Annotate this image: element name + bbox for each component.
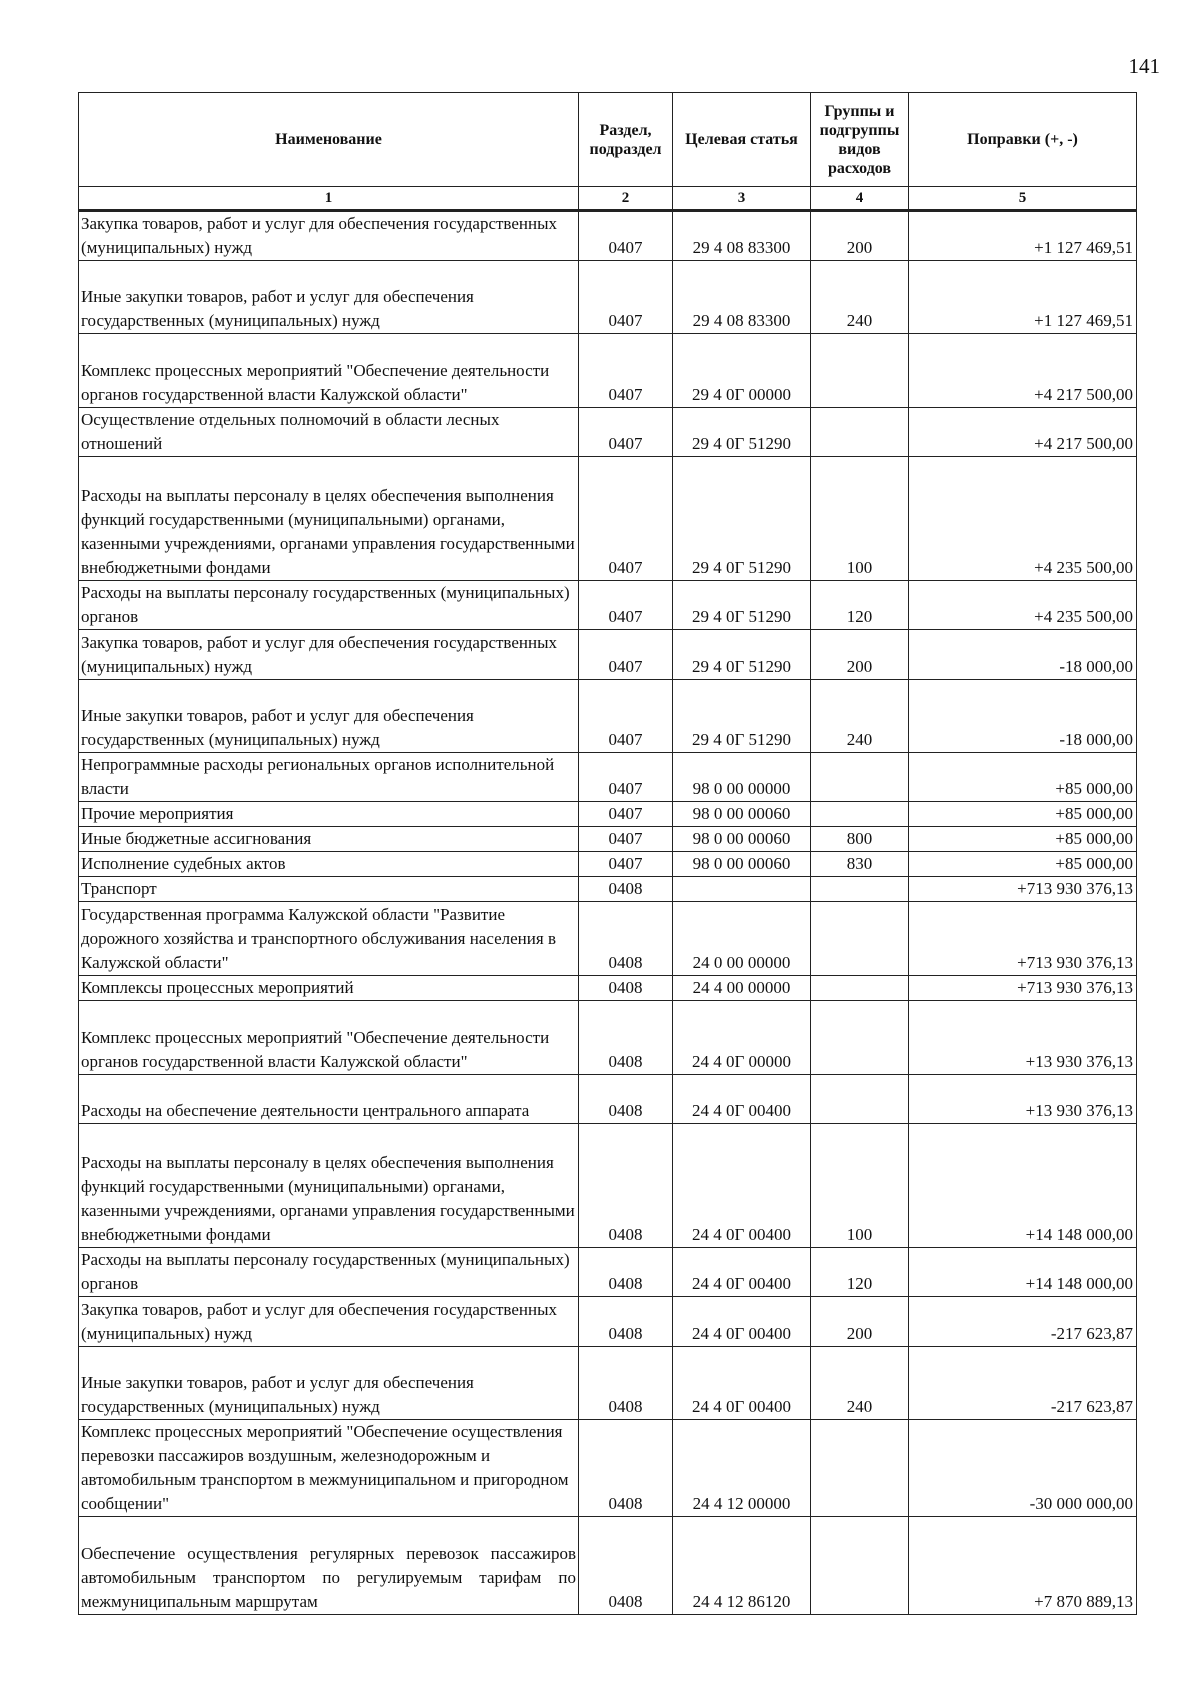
row-amount: +713 930 376,13 — [909, 976, 1137, 1001]
row-target: 29 4 0Г 51290 — [673, 581, 811, 630]
row-section: 0407 — [579, 334, 673, 408]
row-amount: +85 000,00 — [909, 827, 1137, 852]
row-name: Расходы на выплаты персоналу в целях обеспечения выполнения функций государственными (муниципальными) органами, казенными учреждениями, органами управления государственными внебюджетными фондами — [79, 1124, 579, 1248]
table-row — [79, 1517, 1137, 1615]
row-group: 200 — [811, 630, 909, 680]
row-amount: +4 217 500,00 — [909, 334, 1137, 408]
row-section: 0408 — [579, 1420, 673, 1517]
table-row — [79, 802, 1137, 827]
row-target: 29 4 0Г 51290 — [673, 630, 811, 680]
table-row — [79, 408, 1137, 457]
budget-amendments-table — [78, 92, 1137, 1615]
row-name: Государственная программа Калужской области "Развитие дорожного хозяйства и транспортного обслуживания населения в Калужской области" — [79, 902, 579, 976]
row-amount: -30 000 000,00 — [909, 1420, 1137, 1517]
row-group — [811, 334, 909, 408]
row-name: Закупка товаров, работ и услуг для обеспечения государственных (муниципальных) нужд — [79, 1297, 579, 1347]
row-name: Прочие мероприятия — [79, 802, 579, 827]
row-target — [673, 877, 811, 902]
table-row — [79, 457, 1137, 581]
row-section: 0407 — [579, 802, 673, 827]
row-name: Расходы на выплаты персоналу государственных (муниципальных) органов — [79, 581, 579, 630]
row-name: Непрограммные расходы региональных органов исполнительной власти — [79, 753, 579, 802]
table-row — [79, 1347, 1137, 1420]
row-section: 0407 — [579, 581, 673, 630]
table-row — [79, 1124, 1137, 1248]
column-number: 4 — [811, 187, 909, 211]
row-section: 0407 — [579, 261, 673, 334]
row-group: 120 — [811, 581, 909, 630]
row-amount: +4 235 500,00 — [909, 457, 1137, 581]
row-name: Транспорт — [79, 877, 579, 902]
row-section: 0407 — [579, 211, 673, 261]
row-target: 24 4 12 00000 — [673, 1420, 811, 1517]
row-group — [811, 1001, 909, 1075]
row-name: Иные бюджетные ассигнования — [79, 827, 579, 852]
row-target: 24 4 0Г 00400 — [673, 1248, 811, 1297]
row-target: 24 4 0Г 00400 — [673, 1297, 811, 1347]
table-row — [79, 680, 1137, 753]
row-amount: +1 127 469,51 — [909, 261, 1137, 334]
row-section: 0407 — [579, 408, 673, 457]
table-row — [79, 827, 1137, 852]
row-group — [811, 408, 909, 457]
row-section: 0408 — [579, 1001, 673, 1075]
row-name: Расходы на обеспечение деятельности центрального аппарата — [79, 1075, 579, 1124]
table-row — [79, 630, 1137, 680]
table-row — [79, 1420, 1137, 1517]
row-group — [811, 877, 909, 902]
table-row — [79, 976, 1137, 1001]
row-group — [811, 753, 909, 802]
row-section: 0407 — [579, 852, 673, 877]
row-group: 200 — [811, 211, 909, 261]
row-target: 24 4 00 00000 — [673, 976, 811, 1001]
row-amount: -18 000,00 — [909, 630, 1137, 680]
row-section: 0408 — [579, 976, 673, 1001]
row-amount: +13 930 376,13 — [909, 1075, 1137, 1124]
header-target: Целевая статья — [673, 93, 811, 187]
row-group — [811, 1420, 909, 1517]
row-name: Закупка товаров, работ и услуг для обеспечения государственных (муниципальных) нужд — [79, 630, 579, 680]
row-group: 240 — [811, 680, 909, 753]
row-group: 120 — [811, 1248, 909, 1297]
table-row — [79, 1248, 1137, 1297]
row-target: 98 0 00 00000 — [673, 753, 811, 802]
row-name: Иные закупки товаров, работ и услуг для обеспечения государственных (муниципальных) нужд — [79, 680, 579, 753]
row-group: 100 — [811, 457, 909, 581]
row-group: 240 — [811, 1347, 909, 1420]
row-name: Комплекс процессных мероприятий "Обеспечение деятельности органов государственной власти Калужской области" — [79, 1001, 579, 1075]
row-name: Комплекс процессных мероприятий "Обеспечение деятельности органов государственной власти Калужской области" — [79, 334, 579, 408]
header-section: Раздел, подраздел — [579, 93, 673, 187]
row-amount: +713 930 376,13 — [909, 877, 1137, 902]
row-target: 24 4 0Г 00000 — [673, 1001, 811, 1075]
header-name: Наименование — [79, 93, 579, 187]
row-amount: +14 148 000,00 — [909, 1248, 1137, 1297]
row-target: 24 0 00 00000 — [673, 902, 811, 976]
column-number-row — [79, 187, 1137, 211]
row-group — [811, 1075, 909, 1124]
row-target: 24 4 0Г 00400 — [673, 1347, 811, 1420]
row-name: Иные закупки товаров, работ и услуг для обеспечения государственных (муниципальных) нужд — [79, 261, 579, 334]
table-row — [79, 581, 1137, 630]
row-name: Расходы на выплаты персоналу государственных (муниципальных) органов — [79, 1248, 579, 1297]
row-name: Исполнение судебных актов — [79, 852, 579, 877]
column-number: 2 — [579, 187, 673, 211]
row-group: 240 — [811, 261, 909, 334]
row-section: 0408 — [579, 1517, 673, 1615]
row-name: Расходы на выплаты персоналу в целях обеспечения выполнения функций государственными (муниципальными) органами, казенными учреждениями, органами управления государственными внебюджетными фондами — [79, 457, 579, 581]
column-number: 1 — [79, 187, 579, 211]
row-target: 98 0 00 00060 — [673, 827, 811, 852]
row-section: 0408 — [579, 1248, 673, 1297]
row-section: 0407 — [579, 630, 673, 680]
row-name: Обеспечение осуществления регулярных перевозок пассажиров автомобильным транспортом по регулируемым тарифам по межмуниципальным маршрутам — [79, 1517, 579, 1615]
table-header-row — [79, 93, 1137, 187]
row-section: 0407 — [579, 753, 673, 802]
table-row — [79, 753, 1137, 802]
row-target: 98 0 00 00060 — [673, 852, 811, 877]
table-row — [79, 852, 1137, 877]
header-amendments: Поправки (+, -) — [909, 93, 1137, 187]
table-row — [79, 902, 1137, 976]
row-group — [811, 902, 909, 976]
row-amount: +14 148 000,00 — [909, 1124, 1137, 1248]
row-amount: +13 930 376,13 — [909, 1001, 1137, 1075]
row-target: 24 4 12 86120 — [673, 1517, 811, 1615]
row-group: 100 — [811, 1124, 909, 1248]
row-section: 0408 — [579, 1297, 673, 1347]
row-target: 29 4 0Г 51290 — [673, 680, 811, 753]
row-group: 200 — [811, 1297, 909, 1347]
row-target: 29 4 08 83300 — [673, 261, 811, 334]
table-row — [79, 1075, 1137, 1124]
row-section: 0408 — [579, 1347, 673, 1420]
row-section: 0408 — [579, 1075, 673, 1124]
table-row — [79, 1001, 1137, 1075]
row-group: 830 — [811, 852, 909, 877]
row-section: 0408 — [579, 1124, 673, 1248]
row-amount: +4 235 500,00 — [909, 581, 1137, 630]
row-section: 0408 — [579, 902, 673, 976]
row-group — [811, 976, 909, 1001]
header-groups: Группы и подгруппы видов расходов — [811, 93, 909, 187]
row-target: 98 0 00 00060 — [673, 802, 811, 827]
row-amount: +85 000,00 — [909, 753, 1137, 802]
row-section: 0407 — [579, 827, 673, 852]
table-row — [79, 1297, 1137, 1347]
row-group: 800 — [811, 827, 909, 852]
row-amount: -217 623,87 — [909, 1297, 1137, 1347]
row-name: Закупка товаров, работ и услуг для обеспечения государственных (муниципальных) нужд — [79, 211, 579, 261]
row-target: 29 4 08 83300 — [673, 211, 811, 261]
row-section: 0408 — [579, 877, 673, 902]
row-amount: +1 127 469,51 — [909, 211, 1137, 261]
row-target: 29 4 0Г 00000 — [673, 334, 811, 408]
row-name: Иные закупки товаров, работ и услуг для обеспечения государственных (муниципальных) нужд — [79, 1347, 579, 1420]
row-amount: +7 870 889,13 — [909, 1517, 1137, 1615]
row-name: Комплекс процессных мероприятий "Обеспечение осуществления перевозки пассажиров воздушным, железнодорожным и автомобильным транспортом в межмуниципальном и пригородном сообщении" — [79, 1420, 579, 1517]
table-row — [79, 334, 1137, 408]
row-amount: +85 000,00 — [909, 802, 1137, 827]
row-amount: +85 000,00 — [909, 852, 1137, 877]
row-target: 24 4 0Г 00400 — [673, 1124, 811, 1248]
row-target: 24 4 0Г 00400 — [673, 1075, 811, 1124]
row-amount: +713 930 376,13 — [909, 902, 1137, 976]
row-group — [811, 802, 909, 827]
row-section: 0407 — [579, 457, 673, 581]
row-group — [811, 1517, 909, 1615]
column-number: 3 — [673, 187, 811, 211]
column-number: 5 — [909, 187, 1137, 211]
table-row — [79, 877, 1137, 902]
row-amount: +4 217 500,00 — [909, 408, 1137, 457]
table-row — [79, 261, 1137, 334]
row-section: 0407 — [579, 680, 673, 753]
page-number: 141 — [1128, 54, 1160, 78]
row-amount: -217 623,87 — [909, 1347, 1137, 1420]
table-row — [79, 211, 1137, 261]
row-target: 29 4 0Г 51290 — [673, 457, 811, 581]
row-name: Осуществление отдельных полномочий в области лесных отношений — [79, 408, 579, 457]
row-target: 29 4 0Г 51290 — [673, 408, 811, 457]
row-amount: -18 000,00 — [909, 680, 1137, 753]
row-name: Комплексы процессных мероприятий — [79, 976, 579, 1001]
